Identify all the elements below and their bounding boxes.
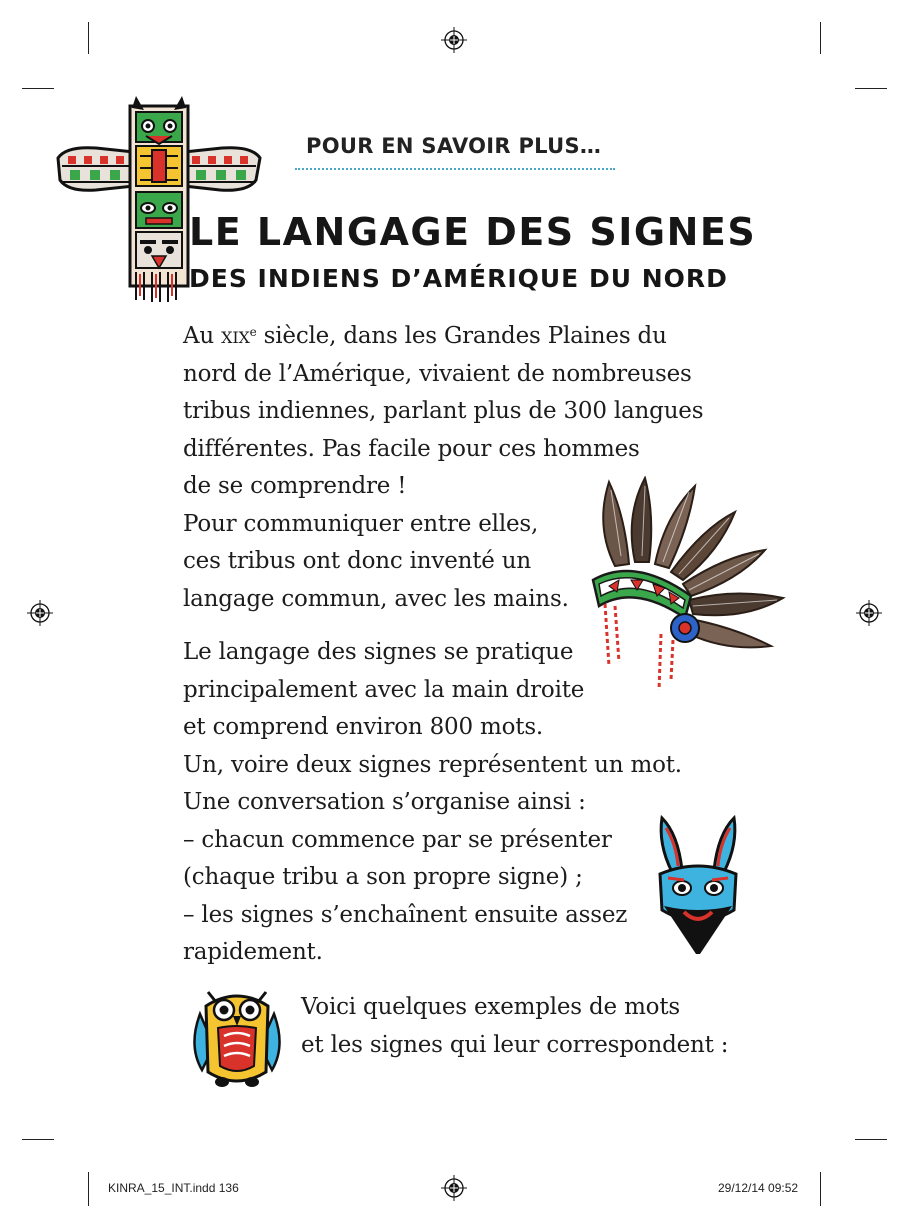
registration-mark-icon: [441, 27, 467, 53]
body-line: Pour communiquer entre elles,: [183, 511, 539, 537]
body-line: et les signes qui leur correspondent :: [301, 1032, 729, 1058]
owl-illustration: [188, 986, 286, 1092]
body-line: ces tribus ont donc inventé un: [183, 548, 532, 574]
century-roman-numeral: XIX: [221, 328, 250, 347]
registration-mark-icon: [856, 600, 882, 626]
body-line: – chacun commence par se présenter: [183, 827, 612, 853]
body-line: Un, voire deux signes représentent un mot.: [183, 752, 682, 778]
registration-mark-icon: [441, 1175, 467, 1201]
crop-mark: [820, 22, 821, 54]
body-line: Voici quelques exemples de mots: [301, 994, 680, 1020]
footer-file-slug: KINRA_15_INT.indd 136: [108, 1181, 239, 1195]
body-line: Une conversation s’organise ainsi :: [183, 789, 586, 815]
body-line: et comprend environ 800 mots.: [183, 714, 544, 740]
crop-mark: [820, 1172, 821, 1206]
body-line: (chaque tribu a son propre signe) ;: [183, 864, 583, 890]
feather-headdress-illustration: [585, 476, 795, 694]
century-superscript: e: [249, 325, 257, 339]
crop-mark: [855, 88, 887, 89]
footer-date-slug: 29/12/14 09:52: [718, 1181, 799, 1195]
body-line: différentes. Pas facile pour ces hommes: [183, 436, 640, 462]
body-line: [183, 317, 667, 357]
section-kicker: POUR EN SAVOIR PLUS…: [306, 134, 602, 158]
body-line: – les signes s’enchaînent ensuite assez: [183, 902, 628, 928]
body-line: tribus indiennes, parlant plus de 300 langues: [183, 398, 704, 424]
crop-mark: [22, 1139, 54, 1140]
page-title: LE LANGAGE DES SIGNES: [189, 210, 757, 254]
page-subtitle: DES INDIENS D’AMÉRIQUE DU NORD: [189, 264, 728, 293]
body-line: langage commun, avec les mains.: [183, 586, 569, 612]
crop-mark: [88, 22, 89, 54]
registration-mark-icon: [27, 600, 53, 626]
body-line: rapidement.: [183, 939, 323, 965]
crop-mark: [855, 1139, 887, 1140]
body-text: siècle, dans les Grandes Plaines du: [256, 323, 667, 349]
body-line: nord de l’Amérique, vivaient de nombreuses: [183, 361, 692, 387]
crop-mark: [22, 88, 54, 89]
body-line: de se comprendre !: [183, 473, 407, 499]
crop-mark: [88, 1172, 89, 1206]
body-line: Le langage des signes se pratique: [183, 639, 574, 665]
kicker-dotted-rule: [295, 168, 615, 170]
body-text: Au: [183, 323, 222, 349]
blue-mask-illustration: [654, 814, 742, 956]
body-line: principalement avec la main droite: [183, 677, 585, 703]
